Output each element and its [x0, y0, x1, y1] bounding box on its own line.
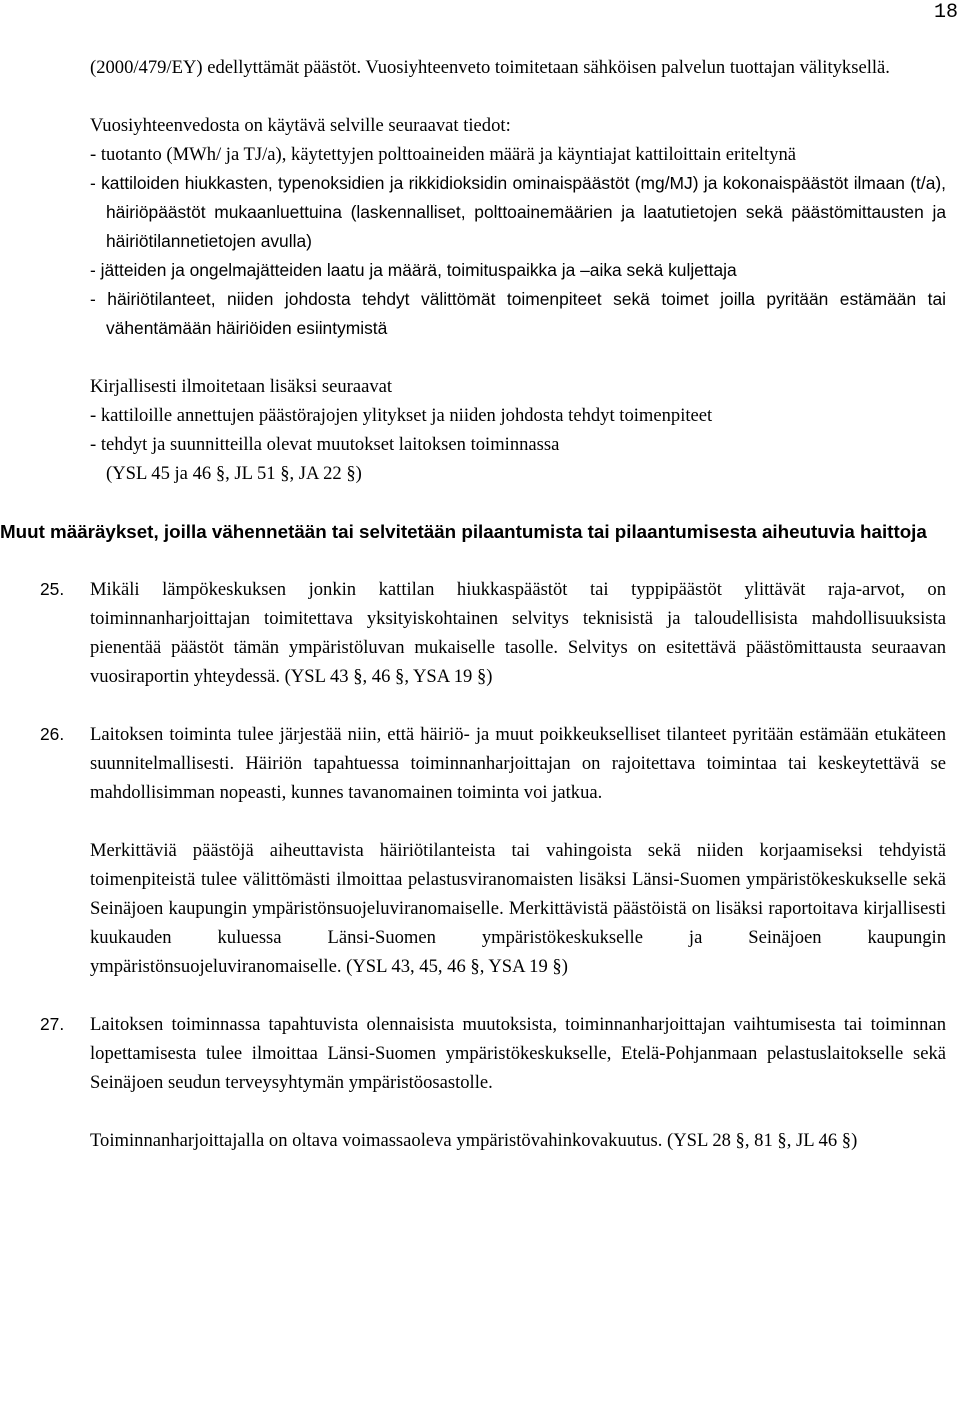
- section-number: 26.: [40, 724, 65, 744]
- section-26: [40, 720, 946, 807]
- summary-lead: Vuosiyhteenvedosta on käytävä selville seuraavat tiedot:: [90, 115, 511, 136]
- document-body: [0, 53, 946, 1155]
- section-text: Laitoksen toiminnassa tapahtuvista olennaisista muutoksista, toiminnanharjoittajan vaihtumisesta tai toiminnan lopettamisesta tulee ilmoittaa Länsi-Suomen ympäristökeskukselle, Etelä-Pohjanmaan pelastuslaitokselle sekä Seinäjoen seudun terveysyhtymän ympäristöosastolle.: [90, 1014, 946, 1093]
- written-lead: Kirjallisesti ilmoitetaan lisäksi seuraavat: [90, 376, 393, 397]
- summary-item-disturbances: - häiriötilanteet, niiden johdosta tehdyt välittömät toimenpiteet sekä toimet joilla pyritään estämään tai vähentämään häiriöiden esiintymistä: [90, 289, 946, 338]
- summary-item-production: - tuotanto (MWh/ ja TJ/a), käytettyjen polttoaineiden määrä ja käyntiajat kattiloittain eriteltynä: [90, 144, 796, 165]
- written-item-limit-exceedances: - kattiloille annettujen päästörajojen ylitykset ja niiden johdosta tehdyt toimenpiteet: [90, 405, 713, 426]
- section-25: [40, 575, 946, 691]
- section-26-continuation: Merkittäviä päästöjä aiheuttavista häiriötilanteista tai vahingoista sekä niiden korjaamiseksi tehdyistä toimenpiteistä tulee välittömästi ilmoittaa pelastusviranomaisten lisäksi Länsi-Suomen ympäristökeskukselle sekä Seinäjoen kaupungin ympäristönsuojeluviranomaiselle. Merkittävistä päästöistä on lisäksi raportoitava kirjallisesti kuukauden kuluessa Länsi-Suomen ympäristökeskukselle ja Seinäjoen kaupungin ympäristönsuojeluviranomaiselle. (YSL 43, 45, 46 §, YSA 19 §): [90, 840, 946, 977]
- summary-item-emissions: - kattiloiden hiukkasten, typenoksidien ja rikkidioksidin ominaispäästöt (mg/MJ) ja kokonaispäästöt ilmaan (t/a), häiriöpäästöt mukaanluettuina (laskennalliset, polttoainemäärien ja laatutietojen sekä päästömittausten ja häiriötilannetietojen avulla): [90, 173, 946, 251]
- written-item-changes: - tehdyt ja suunnitteilla olevat muutokset laitoksen toiminnassa: [90, 434, 560, 455]
- summary-item-waste: - jätteiden ja ongelmajätteiden laatu ja määrä, toimituspaikka ja –aika sekä kuljettaja: [90, 260, 737, 280]
- page-number: 18: [933, 1, 958, 24]
- intro-paragraph: (2000/479/EY) edellyttämät päästöt. Vuosiyhteenveto toimitetaan sähköisen palvelun tuottajan välityksellä.: [90, 57, 890, 78]
- section-27-continuation: Toiminnanharjoittajalla on oltava voimassaoleva ympäristövahinkovakuutus. (YSL 28 §, 81 §, JL 46 §): [90, 1130, 858, 1151]
- section-heading: Muut määräykset, joilla vähennetään tai selvitetään pilaantumista tai pilaantumisesta aiheutuvia haittoja: [0, 521, 927, 542]
- section-text: Laitoksen toiminta tulee järjestää niin, että häiriö- ja muut poikkeukselliset tilanteet pyritään estämään etukäteen suunnitelmallisesti. Häiriön tapahtuessa toiminnanharjoittajan on rajoitettava toimintaa tai keskeytettävä se mahdollisimman nopeasti, kunnes tavanomainen toiminta voi jatkua.: [90, 724, 946, 803]
- section-text: Mikäli lämpökeskuksen jonkin kattilan hiukkaspäästöt tai typpipäästöt ylittävät raja-arvot, on toiminnanharjoittajan toimitettava yksityiskohtainen selvitys teknisistä ja taloudellisista mahdollisuuksista pienentää päästöt tämän ympäristöluvan mukaiselle tasolle. Selvitys on esitettävä päästömittausta seuraavan vuosiraportin yhteydessä. (YSL 43 §, 46 §, YSA 19 §): [90, 579, 946, 687]
- section-27: [40, 1010, 946, 1097]
- written-reference: (YSL 45 ja 46 §, JL 51 §, JA 22 §): [106, 463, 362, 484]
- section-number: 25.: [40, 579, 65, 599]
- section-number: 27.: [40, 1014, 65, 1034]
